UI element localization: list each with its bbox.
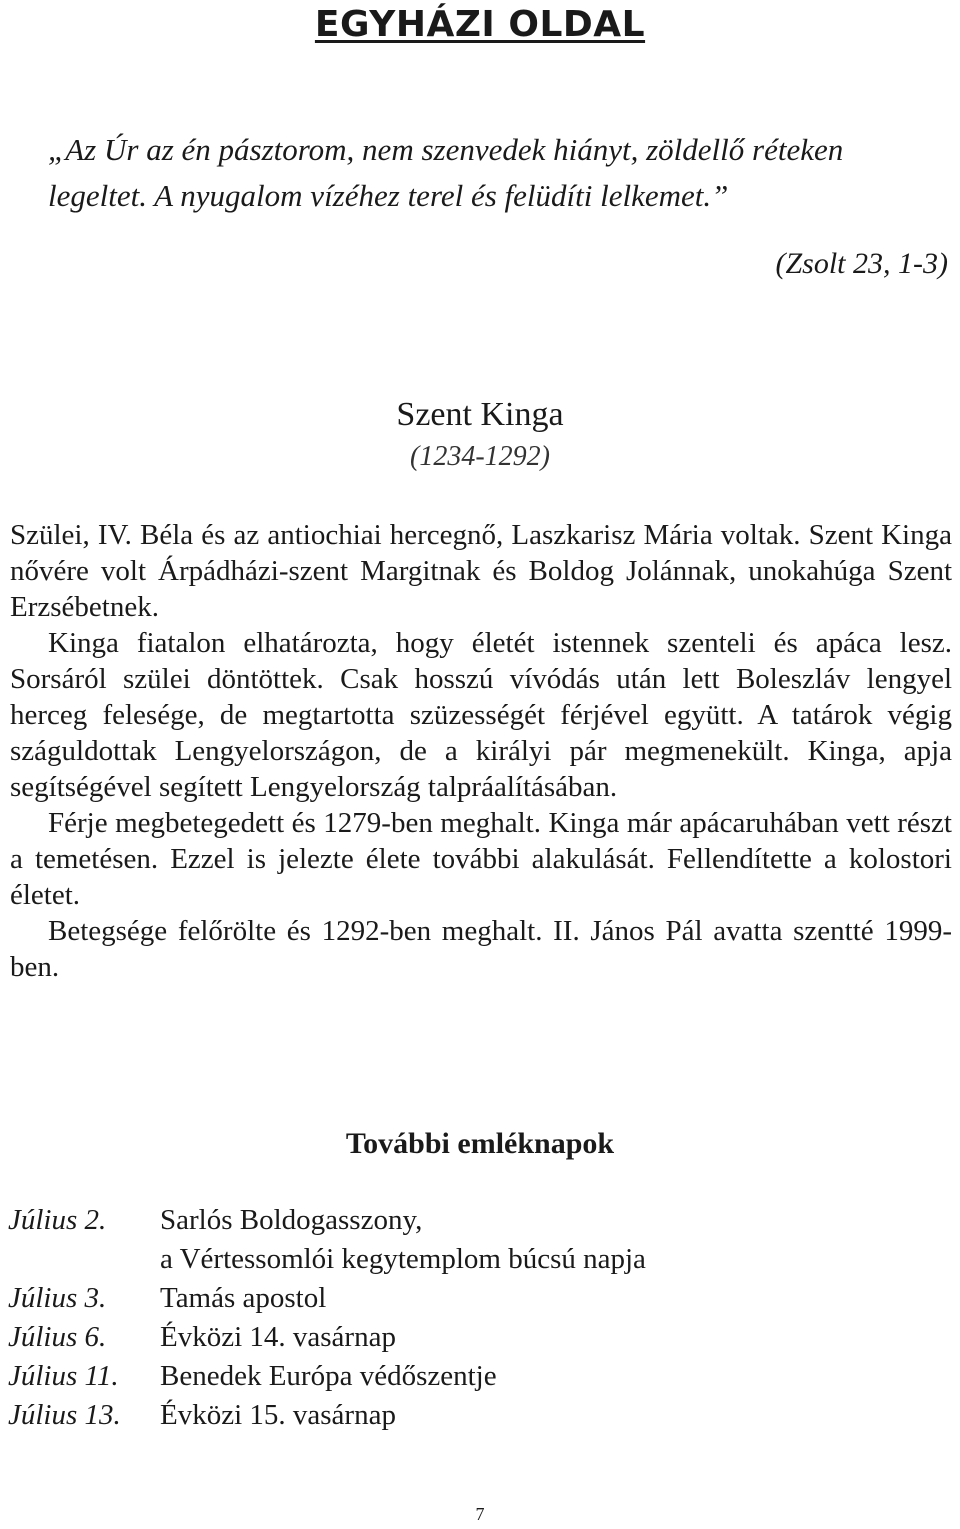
memorial-row xyxy=(8,1318,948,1357)
biography-paragraph: Kinga fiatalon elhatározta, hogy életét istennek szenteli és apáca lesz. Sorsáról szülei döntöttek. Csak hosszú vívódás után lett Boleszláv lengyel herceg felesége, de megtartotta szüzességét férjével együtt. A tatárok végig száguldottak Lengyelországon, de a királyi pár megmenekült. Kinga, apja segítségével segített Lengyelország talpráalításában. xyxy=(10,627,952,803)
memorial-date: Július 2. xyxy=(8,1204,107,1236)
memorials-title: További emléknapok xyxy=(345,1127,615,1160)
memorial-row xyxy=(8,1279,948,1318)
biography-paragraph: Férje megbetegedett és 1279-ben meghalt. Kinga már apácaruhában vett részt a temetésen. Ezzel is jelezte élete további alakulását. Fellendítette a kolostori életet. xyxy=(10,807,952,911)
memorial-row xyxy=(8,1240,948,1279)
memorial-text: Évközi 14. vasárnap xyxy=(160,1321,396,1353)
memorial-date: Július 3. xyxy=(8,1282,107,1314)
saint-name: Szent Kinga xyxy=(396,396,564,433)
memorial-row xyxy=(8,1201,948,1240)
memorial-text: Benedek Európa védőszentje xyxy=(160,1360,497,1392)
memorial-row xyxy=(8,1357,948,1396)
biography-paragraph: Szülei, IV. Béla és az antiochiai hercegnő, Laszkarisz Mária voltak. Szent Kinga nővére volt Árpádházi-szent Margitnak és Boldog Jolánnak, unokahúga Szent Erzsébetnek. xyxy=(10,519,952,623)
memorial-text: Tamás apostol xyxy=(160,1282,327,1314)
quote-reference: (Zsolt 23, 1-3) xyxy=(775,247,948,280)
memorial-row xyxy=(8,1396,948,1435)
memorial-text: Évközi 15. vasárnap xyxy=(160,1399,396,1431)
page-number: 7 xyxy=(475,1504,485,1524)
memorials-list xyxy=(8,1201,948,1435)
memorial-text: Sarlós Boldogasszony, xyxy=(160,1204,423,1236)
memorial-date: Július 13. xyxy=(8,1399,121,1431)
saint-dates: (1234-1292) xyxy=(410,441,550,472)
memorial-date xyxy=(8,1240,160,1279)
memorial-date: Július 11. xyxy=(8,1360,119,1392)
page-heading: EGYHÁZI OLDAL xyxy=(314,4,646,45)
psalm-quote: „Az Úr az én pásztorom, nem szenvedek hiányt, zöldellő réteken legeltet. A nyugalom vízéhez terel és felüdíti lelkemet.” xyxy=(48,132,844,213)
biography-paragraph: Betegsége felőrölte és 1292-ben meghalt. II. János Pál avatta szentté 1999-ben. xyxy=(10,915,952,983)
memorial-date: Július 6. xyxy=(8,1321,107,1353)
memorial-text: a Vértessomlói kegytemplom búcsú napja xyxy=(160,1243,646,1275)
biography-text xyxy=(10,517,952,985)
